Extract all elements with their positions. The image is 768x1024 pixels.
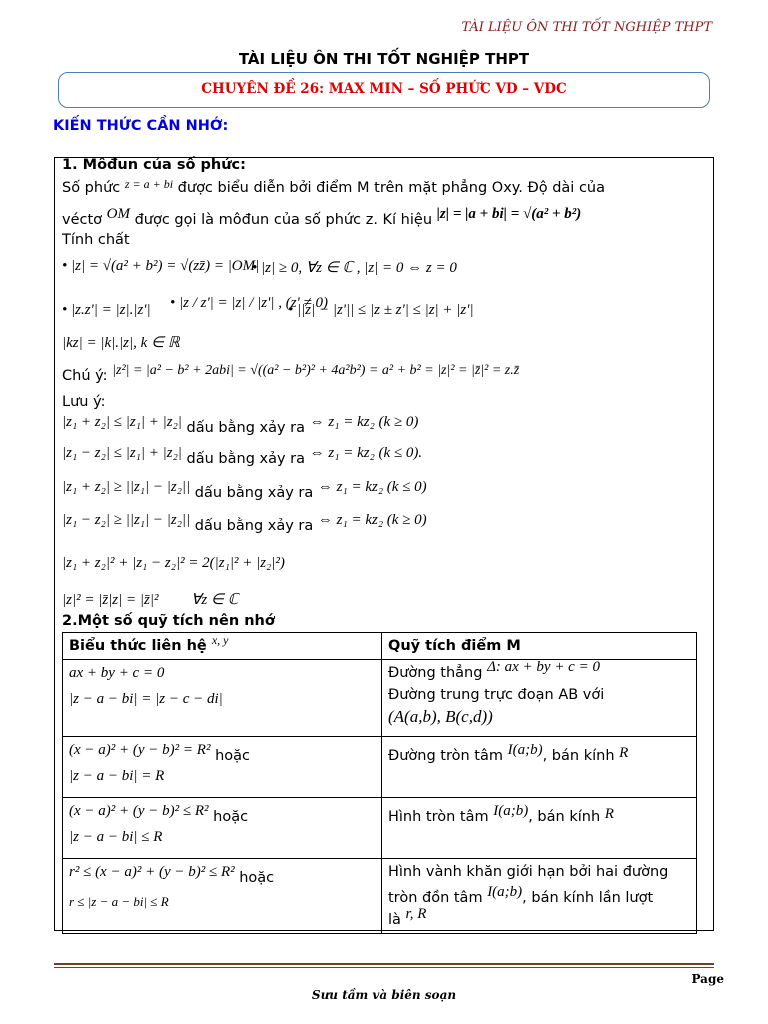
remark-row-6 [62,590,238,609]
topic-box [58,72,710,108]
math: ⇔ z₁ = kz₂ (k ≤ 0). [309,445,423,461]
property-5: • ||z| − |z'|| ≤ |z ± z'| ≤ |z| + |z'| [288,302,474,318]
remark-row-2 [62,445,423,468]
table-row [63,737,697,798]
math: I(a;b) [507,742,543,758]
math: |z₁ + z₂| ≤ |z₁| + |z₂| [62,414,182,430]
math: |z₁ + z₂|² + |z₁ − z₂|² = 2(|z₁|² + |z₂|²) [62,555,285,571]
section-title: KIẾN THỨC CẦN NHỚ: [53,118,229,134]
note-line [62,363,520,385]
text: hoặc [239,870,275,886]
text: Tính chất [62,232,130,248]
math: R [604,806,614,822]
column-header-expression [63,633,382,660]
math: I(a;b) [487,884,523,900]
property-4: • |z / z'| = |z| / |z'| , (z' ≠ 0) [170,295,328,311]
table-cell [382,859,697,934]
math: |z − a − bi| ≤ R [69,829,163,845]
table-cell [382,660,697,737]
text: được gọi là môđun của số phức z. Kí hiệu [134,212,433,228]
footer-source: Sưu tầm và biên soạn [311,988,457,1002]
text: dấu bằng xảy ra [186,451,306,467]
table-cell [63,859,382,934]
remark-label: Lưu ý: [62,394,106,410]
property-6 [62,333,180,352]
text: Đường trung trực đoạn AB với [388,687,605,703]
text: Hình tròn tâm [388,809,489,825]
text: Chú ý: [62,368,108,384]
math: |z − a − bi| = |z − c − di| [69,691,223,707]
column-header-locus: Quỹ tích điểm M [382,633,697,660]
math: |z²| = |a² − b² + 2abi| = √((a² − b²)² + 4a²b²) = a² + b² = |z|² = |z̄|² = z.z̄ [112,363,520,378]
text: Hình vành khăn giới hạn bởi hai đường [388,864,669,880]
math: ⇔ z₁ = kz₂ (k ≥ 0) [309,414,419,430]
page-label: Page [691,972,724,986]
remark-row-1 [62,414,419,437]
module-line-2 [62,206,582,229]
math: |kz| = |k|.|z|, k ∈ ℝ [62,335,180,351]
table-cell [382,737,697,798]
text: hoặc [213,809,249,825]
math: ⇔ z₁ = kz₂ (k ≤ 0) [317,479,427,495]
text: tròn đồn tâm [388,890,483,906]
text: dấu bằng xảy ra [186,420,306,436]
remark-row-4 [62,512,427,535]
topic-title: CHUYÊN ĐỀ 26: MAX MIN – SỐ PHỨC VD – VDC [201,81,567,97]
table-header-row [63,633,697,660]
math: r ≤ |z − a − bi| ≤ R [69,894,169,909]
math-modulus: |z| = |a + bi| = √(a² + b²) [436,206,582,222]
math: |z₁ + z₂| ≥ ||z₁| − |z₂|| [62,479,191,495]
text: véctơ [62,212,103,228]
math: R [619,745,629,761]
math: (x − a)² + (y − b)² ≤ R² [69,803,209,819]
text: , bán kính [542,748,615,764]
document-title: TÀI LIỆU ÔN THI TỐT NGHIỆP THPT [238,50,530,68]
text: dấu bằng xảy ra [194,485,314,501]
math: |z₁ − z₂| ≤ |z₁| + |z₂| [62,445,182,461]
remark-row-5 [62,555,285,572]
math: |z − a − bi| = R [69,768,165,784]
text: hoặc [215,748,250,764]
text: là [388,912,401,928]
table-cell [382,798,697,859]
table-row [63,798,697,859]
text: , bán kính lần lượt [522,890,654,906]
property-1: • |z| = √(a² + b²) = √(zz̄) = |OM| [62,258,260,274]
text: Số phức [62,180,121,196]
math: Δ: ax + by + c = 0 [487,659,600,675]
locus-table [62,632,697,934]
math: (x − a)² + (y − b)² = R² [69,742,211,758]
math: ax + by + c = 0 [69,665,165,681]
math-z: z = a + bi [124,177,174,191]
properties-label [62,232,130,248]
math: ⇔ z₁ = kz₂ (k ≥ 0) [317,512,427,528]
text: Biểu thức liên hệ [69,638,207,654]
running-header: TÀI LIỆU ÔN THI TỐT NGHIỆP THPT [461,20,712,35]
text: Đường tròn tâm [388,748,503,764]
math: (A(a,b), B(c,d)) [388,707,493,726]
math: |z₁ − z₂| ≥ ||z₁| − |z₂|| [62,512,191,528]
text: dấu bằng xảy ra [194,518,314,534]
table-cell [63,798,382,859]
math: r² ≤ (x − a)² + (y − b)² ≤ R² [69,864,235,880]
math: I(a;b) [493,803,529,819]
table-cell [63,737,382,798]
table-row [63,660,697,737]
math: x, y [211,633,229,647]
footer-divider [54,967,714,968]
footer-divider [54,963,714,965]
module-heading: 1. Môđun của số phức: [62,157,246,173]
text: Đường thẳng [388,665,483,681]
property-3: • |z.z'| = |z|.|z'| [62,302,151,318]
module-line-1 [62,177,605,196]
math: |z|² = |z̄|z| = |z̄|² [62,592,159,608]
locus-heading: 2.Một số quỹ tích nên nhớ [62,613,275,629]
text: được biểu diễn bởi điểm M trên mặt phẳng Oxy. Độ dài của [177,180,605,196]
math-om: OM [106,206,130,222]
text: , bán kính [528,809,601,825]
math: ∀z ∈ ℂ [191,592,239,608]
remark-row-3 [62,479,427,502]
property-2: • |z| ≥ 0, ∀z ∈ ℂ , |z| = 0 ⇔ z = 0 [252,260,457,276]
table-row [63,859,697,934]
math: r, R [405,906,427,922]
table-cell [63,660,382,737]
